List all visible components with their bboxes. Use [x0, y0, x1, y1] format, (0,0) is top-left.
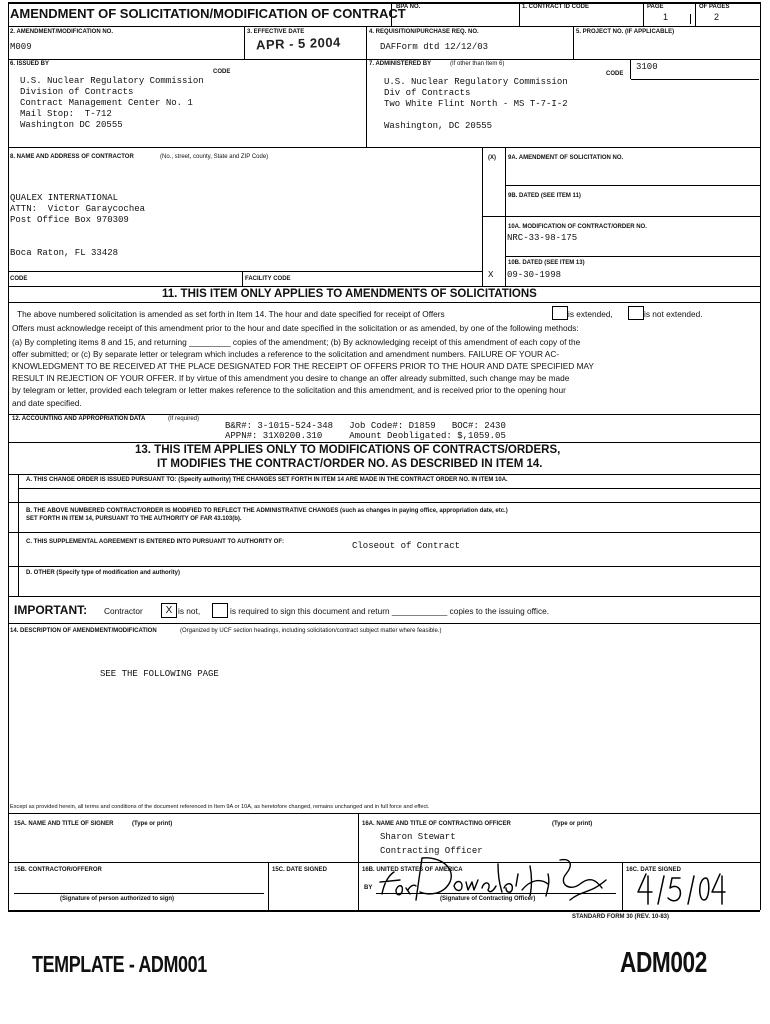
rule	[8, 271, 483, 272]
item-11-heading: 11. THIS ITEM ONLY APPLIES TO AMENDMENTS OF SOLICITATIONS	[162, 288, 537, 300]
item-11-line: and date specified.	[12, 398, 82, 408]
item-9b-label: 9B. DATED (SEE ITEM 11)	[508, 193, 581, 199]
description-label: 14. DESCRIPTION OF AMENDMENT/MODIFICATION	[10, 628, 157, 634]
item-13-heading: IT MODIFIES THE CONTRACT/ORDER NO. AS DESCRIBED IN ITEM 14.	[157, 458, 543, 470]
description-label-note: (Organized by UCF section headings, including solicitation/contract subject matter where feasible.)	[180, 628, 442, 634]
issued-by-label: 6. ISSUED BY	[10, 61, 50, 67]
is-not-label: is not,	[178, 606, 201, 616]
rule	[519, 2, 520, 26]
important-label: IMPORTANT:	[14, 603, 88, 617]
admin-code-value: 3100	[636, 62, 658, 72]
item-11-line: by telegram or letter, provided each telegram or letter makes reference to the solicitation and this amendment, and is received prior to the opening hour	[12, 385, 566, 395]
item-10b-label: 10B. DATED (SEE ITEM 13)	[508, 260, 585, 266]
signer-15a-note: (Type or print)	[132, 821, 173, 827]
issued-line: Mail Stop: T-712	[20, 109, 112, 119]
item-13-heading: 13. THIS ITEM APPLIES ONLY TO MODIFICATIONS OF CONTRACTS/ORDERS,	[135, 444, 561, 456]
rule	[8, 442, 760, 443]
page-value: 1	[663, 12, 669, 22]
item-13d-label: D. OTHER (Specify type of modification and authority)	[26, 570, 181, 576]
contractor-code-label: CODE	[10, 276, 28, 282]
rule	[8, 813, 760, 814]
issued-code-label: CODE	[213, 69, 231, 75]
rule	[505, 256, 760, 257]
date-16c-label: 16C. DATE SIGNED	[626, 867, 681, 873]
accounting-label-note: (If required)	[168, 416, 200, 422]
facility-code-label: FACILITY CODE	[245, 276, 291, 282]
item-11-line: KNOWLEDGMENT TO BE RECEIVED AT THE PLACE DESIGNATED FOR THE RECEIPT OF OFFERS PRIOR TO THE HOUR AND DATE SPECIFIED MAY	[12, 361, 594, 371]
x-column-label: (X)	[488, 155, 496, 161]
accounting-label: 12. ACCOUNTING AND APPROPRIATION DATA	[12, 416, 146, 422]
rule	[482, 216, 760, 217]
amendment-no-label: 2. AMENDMENT/MODIFICATION NO.	[10, 29, 113, 35]
rule	[505, 185, 760, 186]
page-label: PAGE	[647, 4, 664, 10]
rule	[643, 2, 644, 26]
issued-line: Contract Management Center No. 1	[20, 98, 193, 108]
rule	[8, 502, 760, 503]
rule	[8, 414, 760, 415]
item-11-line: (a) By completing items 8 and 15, and returning _________ copies of the amendment; (b) By acknowledging receipt of this amendment of each copy of the	[12, 337, 581, 347]
contractor-signature-note: (Signature of person authorized to sign)	[60, 896, 174, 902]
item-10a-label: 10A. MODIFICATION OF CONTRACT/ORDER NO.	[508, 224, 647, 230]
rule	[482, 147, 483, 286]
project-no-label: 5. PROJECT NO. (IF APPLICABLE)	[576, 29, 675, 35]
item-11-line: Offers must acknowledge receipt of this amendment prior to the hour and date specified in the solicitation or as amended, by one of the following methods:	[12, 323, 579, 333]
accounting-line: B&R#: 3-1015-524-348 Job Code#: D1859 BOC#: 2430	[225, 421, 506, 431]
by-label: BY	[364, 885, 373, 891]
rule	[573, 26, 574, 59]
officer-16a-note: (Type or print)	[552, 821, 593, 827]
issued-line: Washington DC 20555	[20, 120, 123, 130]
not-extended-label: is not extended.	[644, 309, 703, 319]
admin-code-label: CODE	[606, 71, 624, 77]
rule	[366, 26, 367, 147]
date-15c-label: 15C. DATE SIGNED	[272, 867, 327, 873]
requisition-label: 4. REQUISITION/PURCHASE REQ. NO.	[369, 29, 479, 35]
administered-by-note: (If other than Item 6)	[450, 61, 505, 67]
rule	[268, 862, 269, 910]
item-10a-value: NRC-33-98-175	[507, 233, 578, 243]
item-13b-label: B. THE ABOVE NUMBERED CONTRACT/ORDER IS MODIFIED TO REFLECT THE ADMINISTRATIVE CHANGES (such as changes in paying office, appropriation date, etc.)	[26, 508, 508, 514]
admin-line: Div of Contracts	[384, 88, 471, 98]
rule	[690, 14, 691, 24]
standard-form-label: STANDARD FORM 30 (REV. 10-83)	[572, 914, 670, 920]
extended-label: is extended,	[568, 309, 613, 319]
officer-signature-note: (Signature of Contracting Officer)	[440, 896, 536, 902]
rule	[18, 488, 760, 489]
rule	[8, 302, 760, 303]
issued-line: U.S. Nuclear Regulatory Commission	[20, 76, 204, 86]
rule	[8, 286, 760, 287]
officer-signature	[370, 850, 615, 908]
is-required-label: is required to sign this document and return ____________ copies to the issuing office.	[230, 606, 550, 616]
contractor-line: Post Office Box 970309	[10, 215, 129, 225]
bpa-label: BPA NO.	[396, 4, 421, 10]
contractor-line: Boca Raton, FL 33428	[10, 248, 119, 258]
item-13c-value: Closeout of Contract	[352, 541, 461, 551]
issued-line: Division of Contracts	[20, 87, 134, 97]
officer-16a-label: 16A. NAME AND TITLE OF CONTRACTING OFFICER	[362, 821, 511, 827]
item-11-line: RESULT IN REJECTION OF YOUR OFFER. If by virtue of this amendment you desire to change an offer already submitted, such change may be made	[12, 373, 570, 383]
usa-16b-label: 16B. UNITED STATES OF AMERICA	[362, 867, 463, 873]
admin-line: Washington, DC 20555	[384, 121, 493, 131]
rule	[695, 2, 696, 26]
item-13c-label: C. THIS SUPPLEMENTAL AGREEMENT IS ENTERED INTO PURSUANT TO AUTHORITY OF:	[26, 539, 285, 545]
rule	[622, 862, 623, 910]
item-11-line: The above numbered solicitation is amended as set forth in Item 14. The hour and date specified for receipt of Offers	[17, 309, 445, 319]
bottom-border	[8, 910, 760, 912]
item-13a-label: A. THIS CHANGE ORDER IS ISSUED PURSUANT TO: (Specify authority) THE CHANGES SET FORTH IN ITEM 14 ARE MADE IN THE CONTRACT ORDER NO. IN ITEM 10A.	[26, 477, 508, 483]
rule	[8, 59, 760, 60]
item-11-line: offer submitted; or (c) By separate letter or telegram which includes a reference to the solicitation and amendment numbers. FAILURE OF YOUR AC-	[12, 349, 560, 359]
rule	[8, 596, 760, 597]
signed-date-handwritten	[636, 870, 726, 910]
rule	[630, 59, 631, 79]
rule	[8, 2, 9, 910]
item-10b-value: 09-30-1998	[507, 270, 562, 280]
accounting-line: APPN#: 31X0200.310 Amount Deobligated: $,1059.05	[225, 431, 506, 441]
signer-15a-label: 15A. NAME AND TITLE OF SIGNER	[14, 821, 114, 827]
officer-title: Contracting Officer	[380, 846, 483, 856]
item-10-x-mark: X	[488, 270, 494, 280]
rule	[8, 566, 760, 567]
rule	[8, 26, 760, 27]
admin-line: U.S. Nuclear Regulatory Commission	[384, 77, 568, 87]
form-title: AMENDMENT OF SOLICITATION/MODIFICATION OF CONTRACT	[10, 6, 406, 21]
not-extended-checkbox[interactable]	[628, 306, 644, 320]
contractor-label: 8. NAME AND ADDRESS OF CONTRACTOR	[10, 154, 134, 160]
rule	[18, 474, 19, 596]
rule	[358, 813, 359, 910]
rule	[8, 147, 760, 148]
administered-by-label: 7. ADMINISTERED BY	[369, 61, 432, 67]
rule	[760, 2, 761, 910]
of-pages-value: 2	[714, 12, 720, 22]
contractor-word: Contractor	[104, 606, 143, 616]
signature-line	[14, 893, 264, 894]
rule	[631, 79, 759, 80]
effective-date-stamp: APR - 5 2004	[255, 34, 342, 53]
contractor-line: QUALEX INTERNATIONAL	[10, 193, 119, 203]
item-13b-label: SET FORTH IN ITEM 14, PURSUANT TO THE AUTHORITY OF FAR 43.103(b).	[26, 516, 242, 522]
template-id: TEMPLATE - ADM001	[32, 951, 207, 977]
contractor-label-note: (No., street, county, State and ZIP Code)	[160, 154, 269, 160]
description-text: SEE THE FOLLOWING PAGE	[100, 669, 219, 679]
rule	[8, 623, 760, 624]
contractor-15b-label: 15B. CONTRACTOR/OFFEROR	[14, 867, 102, 873]
contractor-line: ATTN: Victor Garaycochea	[10, 204, 146, 214]
item-9a-label: 9A. AMENDMENT OF SOLICITATION NO.	[508, 155, 624, 161]
except-text: Except as provided herein, all terms and conditions of the document referenced in Item 9A or 10A, as heretofore changed, remains unchanged and in full force and effect.	[10, 804, 430, 810]
rule	[8, 532, 760, 533]
requisition-value: DAFForm dtd 12/12/03	[380, 42, 489, 52]
is-required-checkbox[interactable]	[212, 603, 228, 618]
is-not-checkbox[interactable]: X	[161, 603, 177, 618]
admin-line: Two White Flint North - MS T-7-I-2	[384, 99, 568, 109]
contract-id-label: 1. CONTRACT ID CODE	[522, 4, 590, 10]
of-pages-label: OF PAGES	[699, 4, 730, 10]
amendment-no-value: M009	[10, 42, 32, 52]
rule	[8, 474, 760, 475]
document-id: ADM002	[620, 947, 707, 979]
rule	[505, 147, 506, 286]
effective-date-label: 3. EFFECTIVE DATE	[247, 29, 305, 35]
rule	[244, 26, 245, 59]
officer-name: Sharon Stewart	[380, 832, 456, 842]
extended-checkbox[interactable]	[552, 306, 568, 320]
rule	[242, 271, 243, 286]
